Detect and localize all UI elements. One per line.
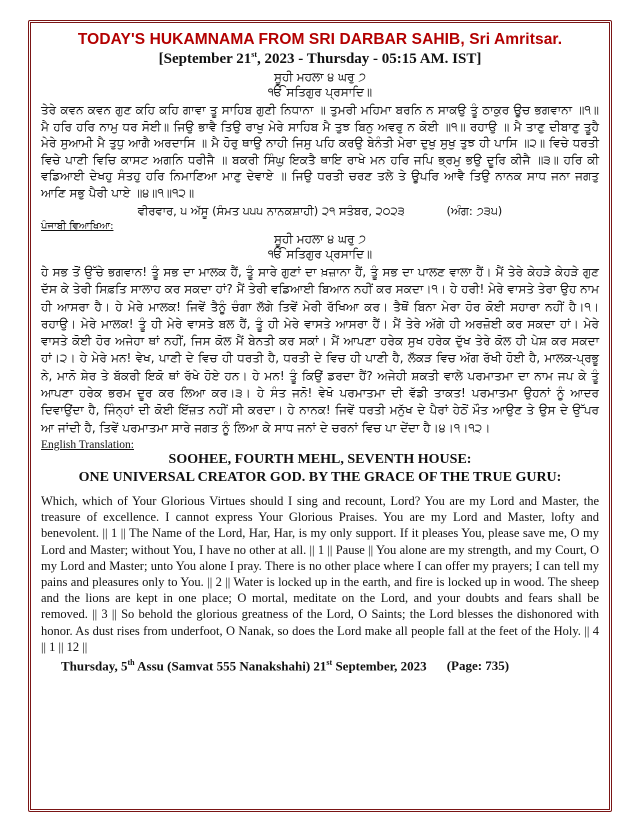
title-text: TODAY'S HUKAMNAMA FROM SRI DARBAR SAHIB, [77, 31, 465, 48]
date-open: [September 21 [158, 51, 252, 67]
footer-date-suffix: st [326, 658, 333, 667]
footer-day-suffix: th [127, 658, 135, 667]
shabad-heading-mangal: ੴ ਸਤਿਗੁਰ ਪ੍ਰਸਾਦਿ॥ [267, 85, 373, 99]
date-line [41, 50, 599, 68]
punjabi-date-line [41, 204, 599, 219]
footer-page-number: (Page: 735) [446, 658, 510, 674]
explanation-heading-mangal: ੴ ਸਤਿਗੁਰ ਪ੍ਰਸਾਦਿ॥ [267, 247, 373, 261]
footer-day: Thursday, 5 [61, 658, 128, 674]
page-title [41, 31, 599, 49]
english-translation-text: Which, which of Your Glorious Virtues should I sing and recount, Lord? You are my Lord and Master, the treasure of excellence. I cannot express Your Glorious Praises. You are my Lord and Master, lofty and benevolent. || 1 || The Name of the Lord, Har, Har, is my only support. If it pleases You, please save me, O my Lord and Master; without You, I have no other at all. || 1 || Pause || You alone are my strength, and my Court, O my Lord and Master; unto You alone I pray. There is no other place where I can offer my prayers; I can tell my pains and pleasures only to You. || 2 || Water is locked up in the earth, and fire is locked up in wood. The sheep and the lions are kept in one place; O mortal, meditate on the Lord, and your doubts and fears shall be removed. || 3 || So behold the glorious greatness of the Lord, O Saints; the Lord blesses the dishonored with honor. As dust rises from underfoot, O Nanak, so does the Lord make all people fall at the feet of the Holy. || 4 || 1 || 12 || [41, 493, 599, 654]
footer-samvat: Assu (Samvat 555 Nanakshahi) 21 [134, 658, 327, 674]
date-suffix: st [251, 50, 258, 59]
explanation-heading [41, 232, 599, 262]
footer-date-rest: September, 2023 [332, 658, 427, 674]
explanation-heading-raag: ਸੂਹੀ ਮਹਲਾ ੪ ਘਰੁ ੭ [273, 232, 367, 246]
punjabi-date: ਵੀਰਵਾਰ, ੫ ਅੱਸੂ (ਸੰਮਤ ੫੫੫ ਨਾਨਕਸ਼ਾਹੀ) ੨੧ ਸਤੰਬਰ, ੨੦੨੩ [137, 204, 405, 218]
punjabi-explanation-label: ਪੰਜਾਬੀ ਵਿਆਖਿਆ: [41, 221, 114, 232]
hukamnama-frame [28, 20, 612, 812]
shabad-heading [41, 70, 599, 100]
english-heading-mangal: ONE UNIVERSAL CREATOR GOD. BY THE GRACE OF THE TRUE GURU: [78, 469, 562, 485]
english-heading-raag: SOOHEE, FOURTH MEHL, SEVENTH HOUSE: [168, 451, 472, 467]
english-translation-label: English Translation: [41, 438, 134, 451]
shabad-text: ਤੇਰੇ ਕਵਨ ਕਵਨ ਗੁਣ ਕਹਿ ਕਹਿ ਗਾਵਾ ਤੂ ਸਾਹਿਬ ਗੁਣੀ ਨਿਧਾਨਾ ॥ ਤੁਮਰੀ ਮਹਿਮਾ ਬਰਨਿ ਨ ਸਾਕਉ ਤੂੰ ਠਾਕੁਰ ਊਚ ਭਗਵਾਨਾ ॥੧॥ ਮੈ ਹਰਿ ਹਰਿ ਨਾਮੁ ਧਰ ਸੋਈ॥ ਜਿਉ ਭਾਵੈ ਤਿਉ ਰਾਖੁ ਮੇਰੇ ਸਾਹਿਬ ਮੈ ਤੁਝ ਬਿਨੁ ਅਵਰੁ ਨ ਕੋਈ ॥੧॥ ਰਹਾਉ ॥ ਮੈ ਤਾਣੁ ਦੀਬਾਣੁ ਤੂਹੈ ਮੇਰੇ ਸੁਆਮੀ ਮੈ ਤੁਧੁ ਆਗੈ ਅਰਦਾਸਿ ॥ ਮੈ ਹੋਰੁ ਥਾਉ ਨਾਹੀ ਜਿਸੁ ਪਹਿ ਕਰਉ ਬੇਨੰਤੀ ਮੇਰਾ ਦੁਖੁ ਸੁਖੁ ਤੁਝ ਹੀ ਪਾਸਿ ॥੨॥ ਵਿਚੇ ਧਰਤੀ ਵਿਚੇ ਪਾਣੀ ਵਿਚਿ ਕਾਸਟ ਅਗਨਿ ਧਰੀਜੈ ॥ ਬਕਰੀ ਸਿੰਘੁ ਇਕਤੈ ਥਾਇ ਰਾਖੇ ਮਨ ਹਰਿ ਜਪਿ ਭ੍ਰਮੁ ਭਉ ਦੂਰਿ ਕੀਜੈ ॥੩॥ ਹਰਿ ਕੀ ਵਡਿਆਈ ਦੇਖਹੁ ਸੰਤਹੁ ਹਰਿ ਨਿਮਾਣਿਆ ਮਾਣੁ ਦੇਵਾਏ ॥ ਜਿਉ ਧਰਤੀ ਚਰਣ ਤਲੇ ਤੇ ਊਪਰਿ ਆਵੈ ਤਿਉ ਨਾਨਕ ਸਾਧ ਜਨਾ ਜਗਤੁ ਆਣਿ ਸਭੁ ਪੈਰੀ ਪਾਏ ॥੪॥੧॥੧੨॥ [41, 103, 599, 200]
english-heading [41, 451, 599, 487]
punjabi-explanation-text: ਹੇ ਸਭ ਤੋਂ ਉੱਚੇ ਭਗਵਾਨ! ਤੂੰ ਸਭ ਦਾ ਮਾਲਕ ਹੈਂ, ਤੂੰ ਸਾਰੇ ਗੁਣਾਂ ਦਾ ਖ਼ਜ਼ਾਨਾ ਹੈਂ, ਤੂੰ ਸਭ ਦਾ ਪਾਲਣ ਵਾਲਾ ਹੈਂ। ਮੈਂ ਤੇਰੇ ਕੇਹੜੇ ਕੇਹੜੇ ਗੁਣ ਦੱਸ ਕੇ ਤੇਰੀ ਸਿਫ਼ਤਿ ਸਾਲਾਹ ਕਰ ਸਕਦਾ ਹਾਂ? ਮੈਂ ਤੇਰੀ ਵਡਿਆਈ ਬਿਆਨ ਨਹੀਂ ਕਰ ਸਕਦਾ।੧। ਹੇ ਹਰੀ! ਮੇਰੇ ਵਾਸਤੇ ਤੇਰਾ ਉਹ ਨਾਮ ਹੀ ਆਸਰਾ ਹੈ। ਹੇ ਮੇਰੇ ਮਾਲਕ! ਜਿਵੇਂ ਤੈਨੂੰ ਚੰਗਾ ਲੱਗੇ ਤਿਵੇਂ ਮੇਰੀ ਰੱਖਿਆ ਕਰ। ਤੈਥੋਂ ਬਿਨਾ ਮੇਰਾ ਹੋਰ ਕੋਈ ਸਹਾਰਾ ਨਹੀਂ ਹੈ।੧। ਰਹਾਉ। ਮੇਰੇ ਮਾਲਕ! ਤੂੰ ਹੀ ਮੇਰੇ ਵਾਸਤੇ ਬਲ ਹੈਂ, ਤੂੰ ਹੀ ਮੇਰੇ ਵਾਸਤੇ ਆਸਰਾ ਹੈਂ। ਮੈਂ ਤੇਰੇ ਅੱਗੇ ਹੀ ਅਰਜ਼ੋਈ ਕਰ ਸਕਦਾ ਹਾਂ। ਮੇਰੇ ਵਾਸਤੇ ਕੋਈ ਹੋਰ ਅਜੇਹਾ ਥਾਂ ਨਹੀਂ, ਜਿਸ ਕੋਲ ਮੈਂ ਬੇਨਤੀ ਕਰ ਸਕਾਂ। ਮੈਂ ਆਪਣਾ ਹਰੇਕ ਸੁਖ ਹਰੇਕ ਦੁੱਖ ਤੇਰੇ ਕੋਲ ਹੀ ਪੇਸ਼ ਕਰ ਸਕਦਾ ਹਾਂ।੨। ਹੇ ਮੇਰੇ ਮਨ! ਵੇਖ, ਪਾਣੀ ਦੇ ਵਿਚ ਹੀ ਧਰਤੀ ਹੈ, ਧਰਤੀ ਦੇ ਵਿਚ ਹੀ ਪਾਣੀ ਹੈ, ਲੱਕੜ ਵਿਚ ਅੱਗ ਰੱਖੀ ਹੋਈ ਹੈ, ਮਾਲਕ-ਪ੍ਰਭੂ ਨੇ, ਮਾਨੋ ਸ਼ੇਰ ਤੇ ਬੱਕਰੀ ਇਕੋ ਥਾਂ ਰੱਖੇ ਹੋਏ ਹਨ। ਹੇ ਮਨ! ਤੂੰ ਕਿਉਂ ਡਰਦਾ ਹੈਂ? ਅਜੇਹੀ ਸ਼ਕਤੀ ਵਾਲੇ ਪਰਮਾਤਮਾ ਦਾ ਨਾਮ ਜਪ ਕੇ ਤੂੰ ਆਪਣਾ ਹਰੇਕ ਭਰਮ ਦੂਰ ਕਰ ਲਿਆ ਕਰ।੩। ਹੇ ਸੰਤ ਜਨੋ! ਵੇਖੋ ਪਰਮਾਤਮਾ ਦੀ ਵੱਡੀ ਤਾਕਤ! ਪਰਮਾਤਮਾ ਉਹਨਾਂ ਨੂੰ ਆਦਰ ਦਿਵਾਉਂਦਾ ਹੈ, ਜਿੰਨ੍ਹਾਂ ਦੀ ਕੋਈ ਇੱਜ਼ਤ ਨਹੀਂ ਸੀ ਕਰਦਾ। ਹੇ ਨਾਨਕ! ਜਿਵੇਂ ਧਰਤੀ ਮਨੁੱਖ ਦੇ ਪੈਰਾਂ ਹੇਠੋਂ ਮੌਤ ਆਉਣ ਤੇ ਉਸ ਦੇ ਉੱਪਰ ਆ ਜਾਂਦੀ ਹੈ, ਤਿਵੇਂ ਪਰਮਾਤਮਾ ਸਾਰੇ ਜਗਤ ਨੂੰ ਲਿਆ ਕੇ ਸਾਧ ਜਨਾਂ ਦੇ ਚਰਨਾਂ ਵਿਚ ਪਾ ਦੇਂਦਾ ਹੈ।੪।੧।੧੨। [41, 265, 599, 435]
date-rest: , 2023 - Thursday - 05:15 AM. IST] [257, 51, 482, 67]
shabad-heading-raag: ਸੂਹੀ ਮਹਲਾ ੪ ਘਰੁ ੭ [273, 70, 367, 84]
title-location: Sri Amritsar. [469, 31, 563, 48]
footer-date-line [41, 658, 599, 674]
ang-number: (ਅੰਗ: ੭੩੫) [446, 204, 503, 218]
